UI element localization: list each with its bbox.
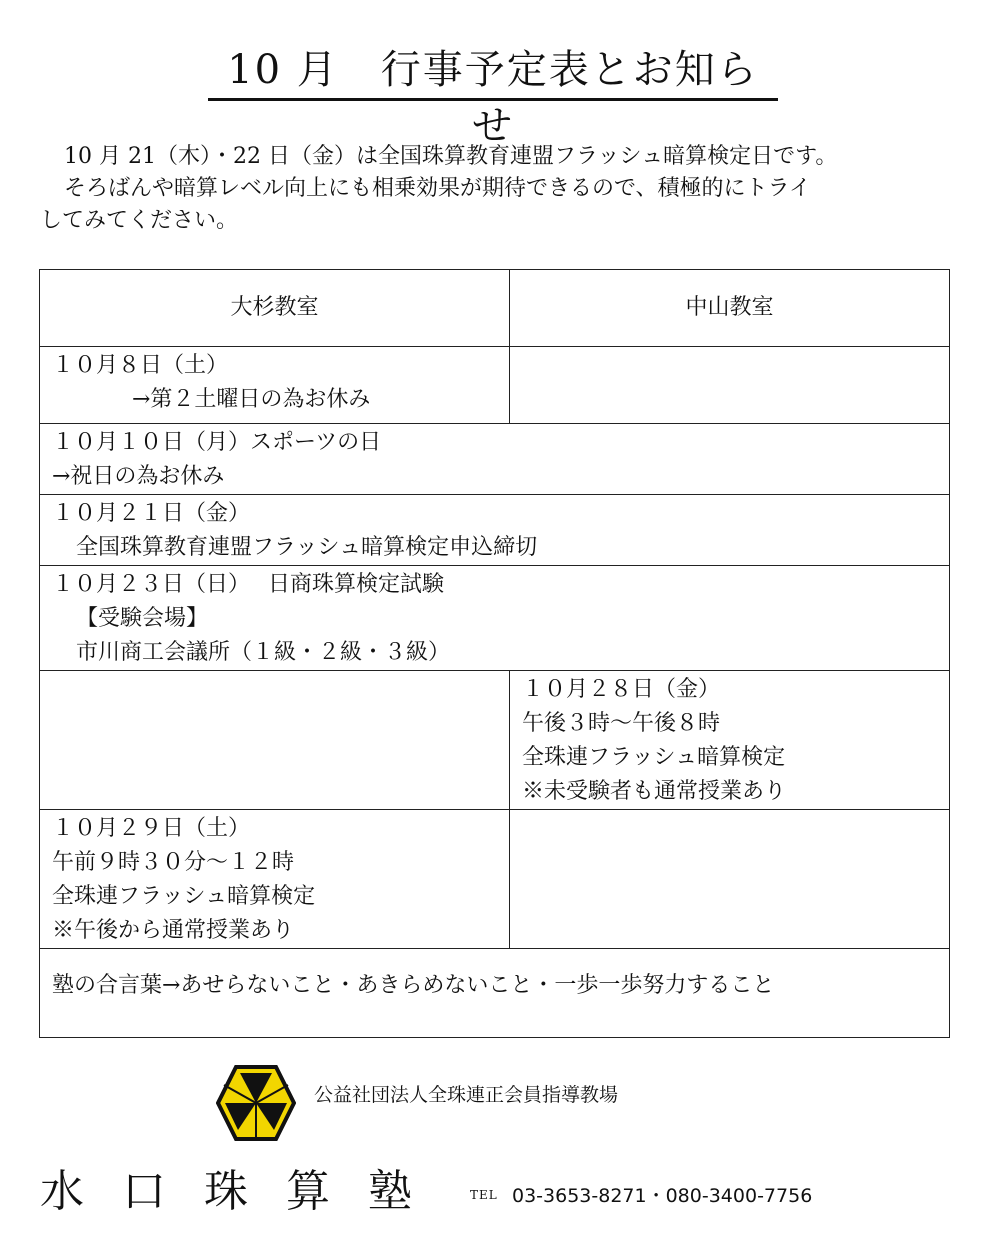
table-row — [40, 810, 950, 949]
row-oct29-empty-cell — [510, 810, 950, 949]
table-row — [40, 347, 950, 424]
row-oct29-note: ※午後から通常授業あり — [52, 918, 295, 943]
row-oct28-empty-cell — [40, 671, 510, 810]
table-row — [40, 495, 950, 566]
table-row — [40, 671, 950, 810]
intro-line-2: そろばんや暗算レベル向上にも相乗効果が期待できるので、積極的にトライ — [64, 176, 811, 201]
intro-line-3: してみてください。 — [40, 208, 239, 233]
page-title: 10 月 行事予定表とお知らせ — [208, 42, 778, 101]
tel-numbers: 03-3653-8271・080-3400-7756 — [512, 1185, 813, 1207]
table-header-row — [40, 270, 950, 347]
table-row — [40, 424, 950, 495]
row-oct23-venue-label: 【受験会場】 — [76, 606, 209, 631]
row-oct8-note: →第２土曜日の為お休み — [132, 387, 371, 412]
row-oct23-date: １０月２３日（日） 日商珠算検定試験 — [52, 572, 444, 597]
row-oct28-time: 午後３時～午後８時 — [522, 711, 721, 736]
intro-text — [40, 141, 960, 237]
row-oct10-date: １０月１０日（月）スポーツの日 — [52, 430, 382, 455]
row-oct28-date: １０月２８日（金） — [522, 677, 721, 702]
intro-line-1: 10 月 21（木）・22 日（金）は全国珠算教育連盟フラッシュ暗算検定日です。 — [64, 144, 838, 169]
row-oct28-note: ※未受験者も通常授業あり — [522, 779, 787, 804]
row-oct21-date: １０月２１日（金） — [52, 501, 251, 526]
row-oct29-event: 全珠連フラッシュ暗算検定 — [52, 884, 316, 909]
row-oct29-date: １０月２９日（土） — [52, 816, 251, 841]
row-oct10-note: →祝日の為お休み — [52, 464, 225, 489]
table-row — [40, 949, 950, 1038]
row-oct8-empty-cell — [510, 347, 950, 424]
row-oct29-time: 午前９時３０分～１２時 — [52, 850, 295, 875]
motto-text: 塾の合言葉→あせらないこと・あきらめないこと・一歩一歩努力すること — [52, 973, 775, 998]
row-oct23-venue: 市川商工会議所（１級・２級・３級） — [76, 640, 451, 665]
tel-label: TEL — [470, 1188, 498, 1202]
association-label: 公益社団法人全珠連正会員指導教場 — [314, 1084, 619, 1106]
schedule-table — [39, 269, 950, 1038]
header-nakayama: 中山教室 — [510, 270, 950, 347]
header-osugi: 大杉教室 — [40, 270, 510, 347]
row-oct21-note: 全国珠算教育連盟フラッシュ暗算検定申込締切 — [76, 535, 538, 560]
abacus-association-emblem-icon — [216, 1063, 296, 1143]
row-oct28-event: 全珠連フラッシュ暗算検定 — [522, 745, 786, 770]
table-row — [40, 566, 950, 671]
row-oct8-date: １０月８日（土） — [52, 353, 229, 378]
school-name: 水口珠算塾 — [40, 1166, 450, 1217]
